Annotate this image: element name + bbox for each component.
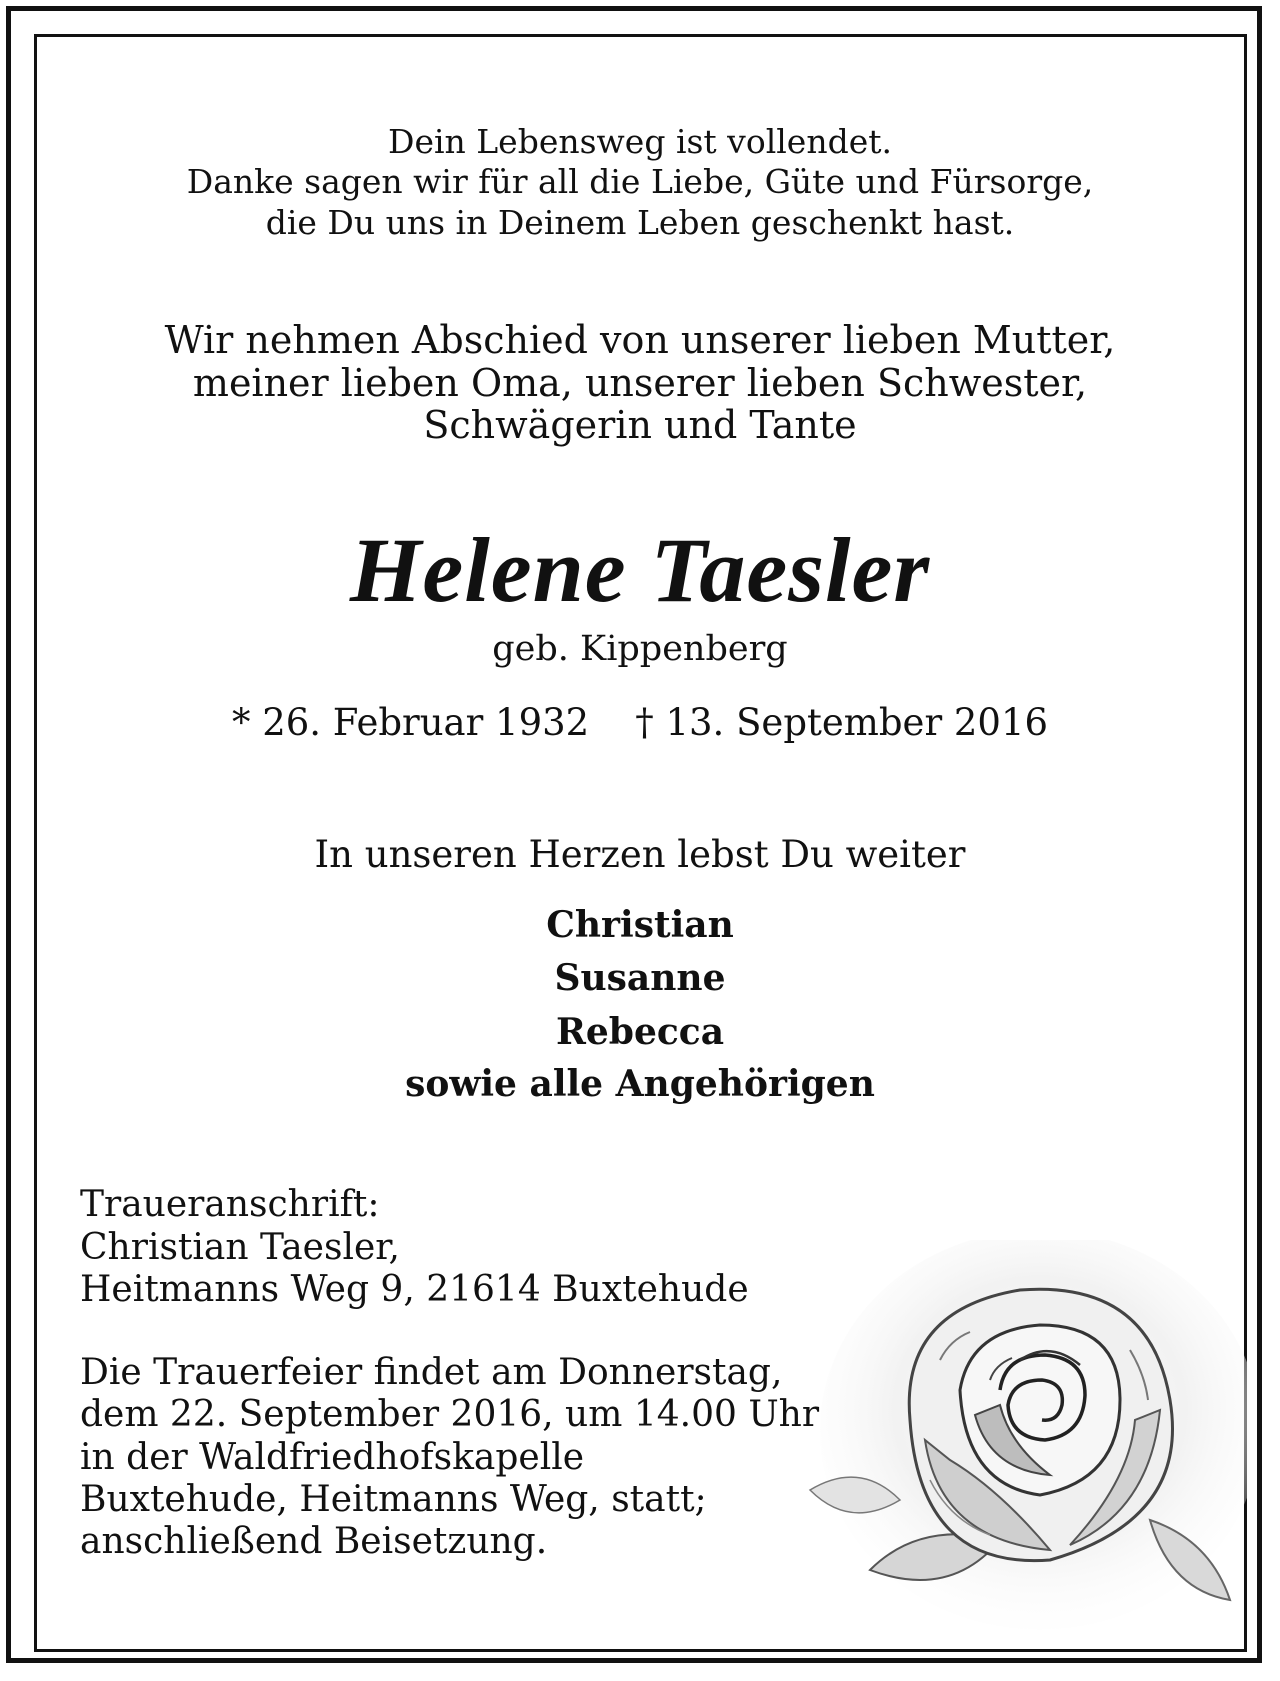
deceased-name: Helene Taesler: [349, 519, 931, 621]
maiden-name: geb. Kippenberg: [492, 629, 788, 669]
intro-line-1: Dein Lebensweg ist vollendet.: [387, 122, 892, 161]
address-line-2: Christian Taesler,: [80, 1227, 400, 1268]
address-line-3: Heitmanns Weg 9, 21614 Buxtehude: [80, 1269, 749, 1310]
address-line-1: Traueranschrift:: [80, 1184, 380, 1225]
mourner-name: Christian: [546, 904, 734, 946]
ceremony-line-4: Buxtehude, Heitmanns Weg, statt;: [80, 1479, 707, 1520]
ceremony-line-2: dem 22. September 2016, um 14.00 Uhr: [80, 1394, 820, 1435]
ceremony-line-3: in der Waldfriedhofskapelle: [80, 1437, 585, 1478]
birth-date: * 26. Februar 1932: [231, 701, 590, 744]
farewell-line-2: meiner lieben Oma, unserer lieben Schwester,: [192, 361, 1088, 405]
life-dates: [0, 701, 1280, 744]
mourner-name: Rebecca: [555, 1011, 725, 1053]
ceremony-line-1: Die Trauerfeier findet am Donnerstag,: [80, 1352, 783, 1393]
farewell-line-1: Wir nehmen Abschied von unserer lieben Mutter,: [164, 318, 1116, 362]
rose-image: [750, 1240, 1250, 1640]
ceremony-line-5: anschließend Beisetzung.: [80, 1521, 548, 1562]
farewell-line-3: Schwägerin und Tante: [423, 403, 857, 447]
intro-line-2: Danke sagen wir für all die Liebe, Güte und Fürsorge,: [186, 162, 1094, 201]
mourner-name: Susanne: [554, 957, 726, 999]
death-date: † 13. September 2016: [635, 701, 1049, 744]
mourner-name: sowie alle Angehörigen: [405, 1063, 875, 1105]
motto: In unseren Herzen lebst Du weiter: [314, 833, 966, 876]
intro-line-3: die Du uns in Deinem Leben geschenkt hast.: [265, 203, 1015, 242]
